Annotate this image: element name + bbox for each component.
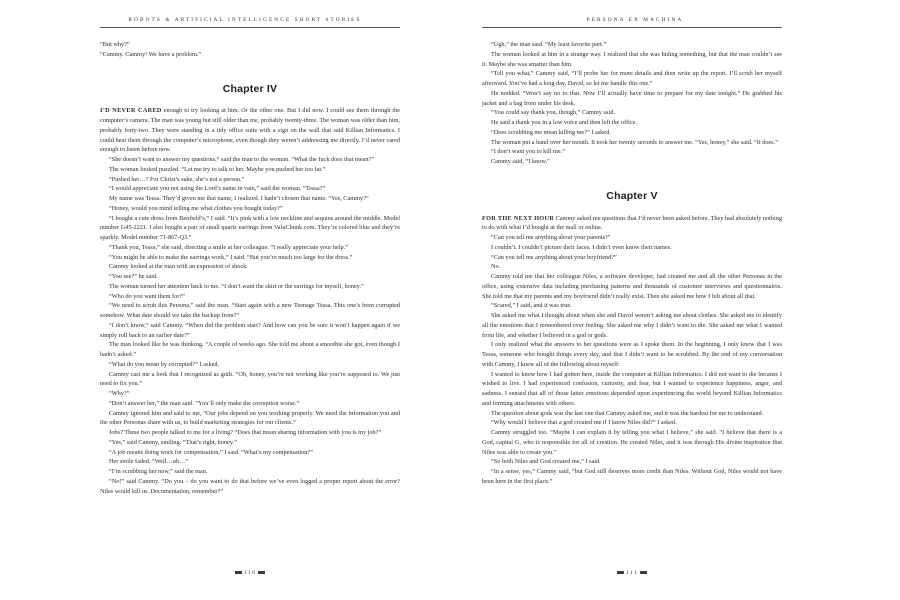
lead-in: FOR THE NEXT HOUR: [482, 214, 555, 222]
paragraph: The woman put a hand over her mouth. It took her twenty seconds to answer me. “Yes, honey,” she said. “It does.”: [491, 138, 778, 146]
folio-ornament-icon: [640, 571, 647, 574]
paragraph: “A job means doing work for compensation,” I said. “What’s my compensation?”: [109, 448, 313, 456]
folio-number: 110: [243, 570, 257, 576]
paragraph: He nodded. “Won’t say no to that. Now I’ll actually have time to prepare for my date tonight.” He grabbed his jacket and a bag from under his desk.: [482, 89, 782, 107]
paragraph: “She doesn’t want to answer my questions,” said the man to the woman. “What the fuck does that mean?”: [109, 156, 375, 163]
paragraph: “Why would I believe that a god created me if I know Niles did?” I asked.: [491, 419, 677, 427]
paragraph: “I don’t know,” said Cammy. “When did the problem start? And how can you be sure it won’t happen again if we simply roll back to an earlier date?”: [100, 321, 400, 339]
paragraph: “Why?”: [109, 390, 130, 397]
paragraph: Cammy looked at the man with an expression of shock.: [109, 263, 248, 271]
paragraph: “No!” said Cammy. “Do you – do you want to do that before we’ve even logged a proper report about the error? Niles would kill us. Documentation, remember?”: [100, 477, 400, 495]
paragraph: I only realized what the answers to her questions were as I spoke them. In the beginning, I only knew that I was Tessa, someone who bought things every day, and that I didn’t want to be scrubbed. By the end of my conversation with Cammy, I knew all of the following about myself:: [482, 341, 782, 368]
paragraph: The woman turned her attention back to me. “I don’t want the skirt or the earrings for myself, honey.”: [109, 282, 364, 290]
paragraph: Cammy told me that her colleague Niles, a software developer, had created me and all the other Personas in the office, using extensive data including purchasing patterns and thousands of customer interviews and questionnaires. She told me that my parents and my boyfriend didn’t really exist. Then she asked me how I felt about all that.: [482, 273, 782, 300]
paragraph-list: [482, 233, 782, 487]
pre-line: “But why?”: [100, 41, 130, 48]
running-head-right: PERSONA EX MACHINA: [586, 17, 684, 23]
pre-line: “Cammy. Cammy! We have a problem.”: [100, 50, 202, 58]
paragraph: “Pushed her…? For Christ’s sake, she’s not a person.”: [109, 175, 245, 183]
paragraph: “Can you tell me anything about your boyfriend?”: [491, 253, 617, 261]
paragraph: Her smile faded. “Well…uh…”: [109, 458, 188, 466]
paragraph: I wanted to know how I had gotten here, inside the computer at Killian Informatics. I did not want to die because I wished to live. I had experienced confusion, curiosity, and fear, but I wanted to experience happiness, anger, and sadness. I sensed that all of those latter emotions depended upon experiencing the world beyond Killian Informatics and forming attachments with others.: [482, 370, 782, 407]
paragraph: The woman looked at him in a strange way. I realized that she was hiding something, but that the man couldn’t see it. Maybe she was smarter than him.: [482, 50, 782, 68]
paragraph: “Scared,” I said, and it was true.: [491, 302, 572, 310]
paragraph: “In a sense, yes,” Cammy said, “but God still deserves more credit than Niles. Without God, Niles would not have been here in the first place.”: [482, 468, 782, 485]
folio-ornament-icon: [235, 571, 242, 574]
paragraph: “Thank you, Tessa,” she said, directing a smile at her colleague. “I really appreciate your help.”: [109, 243, 348, 251]
paragraph: “I would appreciate you not using the Lord’s name in vain,” said the woman. “Tessa?”: [109, 185, 326, 193]
paragraph: Cammy said, “I know.”: [491, 158, 550, 165]
right-page: [450, 0, 900, 600]
paragraph: The man looked like he was thinking. “A couple of weeks ago. She told me about a smoothie she got, even though I hadn’t asked.”: [100, 341, 400, 358]
folio-ornament-icon: [258, 571, 265, 574]
paragraph: I couldn’t. I couldn’t picture their faces. I didn’t even know their names.: [491, 243, 672, 251]
paragraph: “I don’t want you to kill me.”: [491, 148, 566, 156]
paragraph: “Tell you what,” Cammy said, “I’ll probe her for more details and then write up the report. I’ll scrub her myself afterward. You’ve had a long day, David, so let me handle this one.”: [482, 70, 782, 87]
left-text-block: [100, 40, 400, 496]
folio-number: 111: [625, 570, 639, 576]
paragraph: Cammy struggled too. “Maybe I can explain it by telling you what I believe,” she said. “I believe that there is a God, capital G, who is responsible for all of creation. He created Niles, and it was through His divine inspiration that Niles was able to create you.”: [482, 429, 782, 456]
paragraph: Cammy cast me a look that I recognized as guilt. “Oh, honey, you’re not working like you’re supposed to. We just need to fix you.”: [100, 370, 400, 388]
paragraph: “You might be able to make the earrings work,” I said. “But you’re much too large for the dress.”: [109, 253, 353, 261]
paragraph: Jobs? These two people talked to me for a living? “Does that mean sharing information with you is my job?”: [109, 429, 382, 436]
paragraph: “Ugh,” the man said. “My least favorite part.”: [491, 41, 607, 48]
paragraph: “Who do you want them for?”: [109, 292, 185, 300]
running-head-left: ROBOTS & ARTIFICIAL INTELLIGENCE SHORT STORIES: [128, 17, 362, 23]
paragraph: “Does scrubbing me mean killing me?” I asked.: [491, 128, 611, 136]
paragraph: She asked me what I thought about when she and David weren’t asking me about clothes. She asked me to identify all the emotions that I remembered ever feeling. She asked me why I didn’t want to die. She asked me what I wanted from life, and whether I believed in a god or gods.: [482, 312, 782, 339]
chapter-opening: [482, 214, 782, 234]
paragraph-list: [482, 40, 782, 167]
chapter-opening: [100, 106, 400, 155]
paragraph: “Yes,” said Cammy, smiling. “That’s right, honey.”: [109, 438, 237, 446]
paragraph: “I’m scrubbing her now,” said the man.: [109, 468, 208, 475]
paragraph: “Don’t answer her,” the man said. “You’ll only make the corruption worse.”: [109, 399, 300, 407]
paragraph: Cammy ignored him and said to me, “Our jobs depend on you working properly. We need the information you and the other Personas share with us, to build marketing strategies for our clients.”: [100, 409, 400, 427]
chapter-title: Chapter IV: [222, 82, 278, 95]
paragraph: “Honey, would you mind telling me what clothes you bought today?”: [109, 204, 283, 212]
header-rule-right: [482, 27, 782, 28]
lead-in: I’D NEVER CARED: [100, 107, 162, 115]
right-text-block: [482, 40, 782, 487]
paragraph-list: [100, 155, 400, 496]
paragraph: The woman looked puzzled. “Let me try to talk to her. Maybe you pushed her too far.”: [109, 165, 326, 173]
paragraph: The question about gods was the last one that Cammy asked me, and it was the hardest for me to understand.: [491, 409, 764, 417]
page-number: [612, 570, 652, 576]
folio-ornament-icon: [617, 571, 624, 574]
paragraph: “You could say thank you, though,” Cammy said.: [491, 109, 616, 117]
paragraph: “I bought a cute dress from Benfield’s,” I said. “It’s pink with a low neckline and sequins around the middle. Model number G45-2221. I also bought a pair of small quartz earrings from ValuChunk.com. They’re colored blue and they’re sparkly. Model number 71-867-Q3.”: [100, 214, 400, 241]
opening-text: enough to try looking at him. Or the other one. But I did now. I could see them through the computer’s camera. The man was young but still older than me, probably twenty-three. The woman was older than him, probably forty-two. They were standing in a tidy office suite with a sign on the wall that said Killian Informatics. I could hear them through the computer’s microphone, even though they weren’t addressing me directly. I’d never cared enough to listen before now.: [100, 107, 400, 154]
paragraph: He said a thank you in a low voice and then left the office.: [491, 119, 638, 126]
paragraph: “You see?” he said.: [109, 273, 158, 280]
paragraph: “What do you mean by corrupted?” I asked.: [109, 360, 220, 368]
paragraph: “So both Niles and God created me,” I said.: [491, 458, 601, 466]
chapter-title: Chapter V: [606, 189, 658, 202]
paragraph: No.: [491, 263, 501, 271]
paragraph: “We need to scrub this Persona,” said the man. “Start again with a new Teenage Tessa. This one’s been corrupted somehow. What date should we take the backup from?”: [100, 302, 400, 319]
paragraph: “Can you tell me anything about your parents?”: [491, 234, 611, 241]
opening-text: Cammy asked me questions that I’d never been asked before. They had absolutely nothing to do with what I’d bought at the mall or online.: [482, 214, 782, 232]
page-number: [230, 570, 270, 576]
paragraph: My name was Tessa. They’d given me that name, I realized. I hadn’t chosen that name. “Yes, Cammy?”: [109, 195, 369, 202]
header-rule-left: [100, 27, 400, 28]
